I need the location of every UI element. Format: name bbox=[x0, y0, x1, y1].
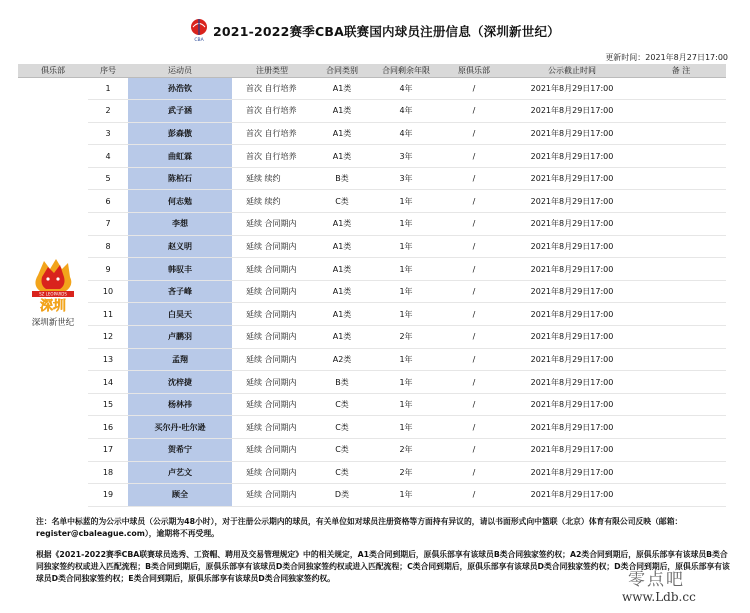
club-logo-text: 深圳 bbox=[39, 299, 67, 314]
cell-contract-class: C类 bbox=[312, 416, 372, 439]
col-header-no: 序号 bbox=[88, 64, 128, 77]
cell-orig-club: / bbox=[440, 393, 508, 416]
col-header-years-left: 合同剩余年限 bbox=[372, 64, 440, 77]
cell-orig-club: / bbox=[440, 100, 508, 123]
note-contract-rules: 根据《2021-2022赛季CBA联赛球员选秀、工资帽、聘用及交易管理规定》中的相关规定，A1类合同到期后，原俱乐部享有该球员B类合同独家签约权；A2类合同到期后，原俱乐部享有该球员B类合同独家签约权或进入匹配流程；B类合同到期后，原俱乐部享有该球员D类合同独家签约权或进入匹配流程；C类合同到期后，原俱乐部享有该球员D类合同独家签约权；D类合同到期后，原俱乐部享有该球员D类合同独家签约权；E类合同到期后，原俱乐部享有该球员D类合同独家签约权。 bbox=[36, 550, 730, 583]
cell-reg-type: 首次 自行培养 bbox=[232, 77, 312, 100]
cell-remarks bbox=[636, 213, 726, 236]
cell-remarks bbox=[636, 326, 726, 349]
table-header-row bbox=[18, 64, 726, 77]
cell-years-left: 1年 bbox=[372, 348, 440, 371]
cell-contract-class: A1类 bbox=[312, 145, 372, 168]
cell-no: 13 bbox=[88, 348, 128, 371]
cell-years-left: 3年 bbox=[372, 145, 440, 168]
cell-no: 5 bbox=[88, 167, 128, 190]
cell-years-left: 2年 bbox=[372, 461, 440, 484]
update-time: 更新时间：2021年8月27日17:00 bbox=[605, 53, 728, 62]
cell-contract-class: A1类 bbox=[312, 303, 372, 326]
cell-remarks bbox=[636, 484, 726, 507]
cell-orig-club: / bbox=[440, 235, 508, 258]
cell-contract-class: A1类 bbox=[312, 258, 372, 281]
cell-remarks bbox=[636, 416, 726, 439]
table-row bbox=[18, 100, 726, 123]
cell-player: 武子涵 bbox=[128, 100, 232, 123]
cell-reg-type: 延续 合同期内 bbox=[232, 235, 312, 258]
col-header-reg-type: 注册类型 bbox=[232, 64, 312, 77]
table-row bbox=[18, 303, 726, 326]
cell-contract-class: B类 bbox=[312, 167, 372, 190]
club-cell bbox=[18, 77, 88, 506]
cell-reg-type: 延续 合同期内 bbox=[232, 371, 312, 394]
cell-years-left: 1年 bbox=[372, 258, 440, 281]
cell-deadline: 2021年8月29日17:00 bbox=[508, 393, 636, 416]
cell-no: 3 bbox=[88, 122, 128, 145]
cell-remarks bbox=[636, 77, 726, 100]
cell-no: 2 bbox=[88, 100, 128, 123]
cell-player: 孟翔 bbox=[128, 348, 232, 371]
cell-remarks bbox=[636, 190, 726, 213]
cell-orig-club: / bbox=[440, 190, 508, 213]
cell-years-left: 1年 bbox=[372, 213, 440, 236]
cell-reg-type: 首次 自行培养 bbox=[232, 122, 312, 145]
col-header-orig-club: 原俱乐部 bbox=[440, 64, 508, 77]
cell-deadline: 2021年8月29日17:00 bbox=[508, 303, 636, 326]
shenzhen-leopards-logo-icon bbox=[26, 255, 80, 313]
cell-player: 赵义明 bbox=[128, 235, 232, 258]
table-row bbox=[18, 371, 726, 394]
cell-contract-class: C类 bbox=[312, 393, 372, 416]
cell-no: 18 bbox=[88, 461, 128, 484]
cell-deadline: 2021年8月29日17:00 bbox=[508, 348, 636, 371]
table-row bbox=[18, 235, 726, 258]
cell-reg-type: 延续 合同期内 bbox=[232, 461, 312, 484]
cell-deadline: 2021年8月29日17:00 bbox=[508, 213, 636, 236]
cell-years-left: 1年 bbox=[372, 484, 440, 507]
cell-deadline: 2021年8月29日17:00 bbox=[508, 280, 636, 303]
cell-player: 李想 bbox=[128, 213, 232, 236]
table-row bbox=[18, 77, 726, 100]
club-logo-banner: SZ LEOPARDS bbox=[39, 291, 67, 297]
cell-no: 16 bbox=[88, 416, 128, 439]
table-row bbox=[18, 145, 726, 168]
table-row bbox=[18, 461, 726, 484]
watermark-url: www.Ldb.cc bbox=[622, 590, 696, 604]
cell-deadline: 2021年8月29日17:00 bbox=[508, 235, 636, 258]
table-row bbox=[18, 258, 726, 281]
cell-player: 孙浩钦 bbox=[128, 77, 232, 100]
cell-orig-club: / bbox=[440, 303, 508, 326]
cell-remarks bbox=[636, 235, 726, 258]
cell-player: 买尔丹·吐尔逊 bbox=[128, 416, 232, 439]
cell-years-left: 1年 bbox=[372, 393, 440, 416]
cell-remarks bbox=[636, 303, 726, 326]
cell-deadline: 2021年8月29日17:00 bbox=[508, 416, 636, 439]
cell-reg-type: 首次 自行培养 bbox=[232, 145, 312, 168]
table-row bbox=[18, 393, 726, 416]
cell-contract-class: A1类 bbox=[312, 213, 372, 236]
cell-deadline: 2021年8月29日17:00 bbox=[508, 439, 636, 462]
cell-deadline: 2021年8月29日17:00 bbox=[508, 371, 636, 394]
cell-orig-club: / bbox=[440, 258, 508, 281]
cell-player: 贺希宁 bbox=[128, 439, 232, 462]
cell-no: 8 bbox=[88, 235, 128, 258]
cell-player: 白昊天 bbox=[128, 303, 232, 326]
cell-no: 19 bbox=[88, 484, 128, 507]
registration-table bbox=[18, 64, 726, 507]
cell-orig-club: / bbox=[440, 416, 508, 439]
cell-contract-class: C类 bbox=[312, 461, 372, 484]
cell-years-left: 2年 bbox=[372, 326, 440, 349]
cell-orig-club: / bbox=[440, 145, 508, 168]
cell-no: 6 bbox=[88, 190, 128, 213]
cell-player: 吝子峰 bbox=[128, 280, 232, 303]
cell-remarks bbox=[636, 439, 726, 462]
table-row bbox=[18, 122, 726, 145]
cell-deadline: 2021年8月29日17:00 bbox=[508, 484, 636, 507]
cell-reg-type: 延续 合同期内 bbox=[232, 484, 312, 507]
cell-orig-club: / bbox=[440, 461, 508, 484]
cell-contract-class: A1类 bbox=[312, 122, 372, 145]
cell-no: 7 bbox=[88, 213, 128, 236]
table-row bbox=[18, 213, 726, 236]
cba-logo-icon bbox=[189, 18, 209, 42]
cell-orig-club: / bbox=[440, 371, 508, 394]
cell-remarks bbox=[636, 371, 726, 394]
col-header-club: 俱乐部 bbox=[18, 64, 88, 77]
table-row bbox=[18, 348, 726, 371]
cell-player: 何志勉 bbox=[128, 190, 232, 213]
notes-section bbox=[18, 516, 730, 585]
cell-no: 15 bbox=[88, 393, 128, 416]
cell-reg-type: 延续 合同期内 bbox=[232, 258, 312, 281]
cell-deadline: 2021年8月29日17:00 bbox=[508, 461, 636, 484]
cell-years-left: 1年 bbox=[372, 235, 440, 258]
cell-contract-class: A2类 bbox=[312, 348, 372, 371]
cell-contract-class: A1类 bbox=[312, 280, 372, 303]
cell-years-left: 4年 bbox=[372, 122, 440, 145]
cell-orig-club: / bbox=[440, 484, 508, 507]
col-header-deadline: 公示截止时间 bbox=[508, 64, 636, 77]
cell-contract-class: A1类 bbox=[312, 326, 372, 349]
cell-contract-class: A1类 bbox=[312, 100, 372, 123]
cell-orig-club: / bbox=[440, 213, 508, 236]
cell-reg-type: 延续 合同期内 bbox=[232, 326, 312, 349]
cell-reg-type: 延续 合同期内 bbox=[232, 303, 312, 326]
cell-remarks bbox=[636, 167, 726, 190]
cell-remarks bbox=[636, 461, 726, 484]
cell-no: 17 bbox=[88, 439, 128, 462]
cell-player: 韩驭丰 bbox=[128, 258, 232, 281]
cell-contract-class: A1类 bbox=[312, 77, 372, 100]
cell-orig-club: / bbox=[440, 280, 508, 303]
document-header bbox=[0, 18, 750, 44]
cell-player: 陈柏石 bbox=[128, 167, 232, 190]
cell-no: 4 bbox=[88, 145, 128, 168]
table-row bbox=[18, 439, 726, 462]
cell-years-left: 3年 bbox=[372, 167, 440, 190]
cell-orig-club: / bbox=[440, 326, 508, 349]
cell-remarks bbox=[636, 100, 726, 123]
col-header-player: 运动员 bbox=[128, 64, 232, 77]
cell-reg-type: 延续 合同期内 bbox=[232, 416, 312, 439]
cell-player: 顾全 bbox=[128, 484, 232, 507]
cell-remarks bbox=[636, 280, 726, 303]
table-row bbox=[18, 326, 726, 349]
table-row bbox=[18, 190, 726, 213]
cell-deadline: 2021年8月29日17:00 bbox=[508, 77, 636, 100]
cell-deadline: 2021年8月29日17:00 bbox=[508, 167, 636, 190]
cell-contract-class: D类 bbox=[312, 484, 372, 507]
cell-reg-type: 延续 合同期内 bbox=[232, 280, 312, 303]
cell-no: 12 bbox=[88, 326, 128, 349]
page-title: 2021-2022赛季CBA联赛国内球员注册信息（深圳新世纪） bbox=[213, 24, 560, 39]
cell-deadline: 2021年8月29日17:00 bbox=[508, 122, 636, 145]
cell-player: 杨林祎 bbox=[128, 393, 232, 416]
cell-no: 10 bbox=[88, 280, 128, 303]
cell-years-left: 4年 bbox=[372, 77, 440, 100]
cell-contract-class: C类 bbox=[312, 190, 372, 213]
cell-no: 11 bbox=[88, 303, 128, 326]
cell-deadline: 2021年8月29日17:00 bbox=[508, 326, 636, 349]
cell-years-left: 1年 bbox=[372, 303, 440, 326]
cell-reg-type: 延续 合同期内 bbox=[232, 213, 312, 236]
col-header-contract-class: 合同类别 bbox=[312, 64, 372, 77]
cell-no: 9 bbox=[88, 258, 128, 281]
cell-reg-type: 延续 合同期内 bbox=[232, 393, 312, 416]
cell-deadline: 2021年8月29日17:00 bbox=[508, 258, 636, 281]
table-row bbox=[18, 167, 726, 190]
cell-orig-club: / bbox=[440, 122, 508, 145]
cell-years-left: 1年 bbox=[372, 190, 440, 213]
cell-player: 卢鹏羽 bbox=[128, 326, 232, 349]
cell-player: 沈梓捷 bbox=[128, 371, 232, 394]
cell-player: 彭森傲 bbox=[128, 122, 232, 145]
cell-reg-type: 延续 合同期内 bbox=[232, 439, 312, 462]
note-objection: 注：名单中标蓝的为公示中球员（公示期为48小时），对于注册公示期内的球员，有关单位如对球员注册资格等方面持有异议的，请以书面形式向中篮联（北京）体育有限公司反映（邮箱：register@cbaleague.com），逾期将不再受理。 bbox=[36, 517, 683, 538]
cell-remarks bbox=[636, 393, 726, 416]
cell-contract-class: A1类 bbox=[312, 235, 372, 258]
cell-contract-class: B类 bbox=[312, 371, 372, 394]
cell-reg-type: 延续 续约 bbox=[232, 190, 312, 213]
cell-orig-club: / bbox=[440, 348, 508, 371]
cell-years-left: 1年 bbox=[372, 416, 440, 439]
table-row bbox=[18, 280, 726, 303]
club-name: 深圳新世纪 bbox=[31, 318, 75, 329]
cell-player: 曲虹霖 bbox=[128, 145, 232, 168]
cell-contract-class: C类 bbox=[312, 439, 372, 462]
cell-orig-club: / bbox=[440, 167, 508, 190]
cell-deadline: 2021年8月29日17:00 bbox=[508, 100, 636, 123]
cell-orig-club: / bbox=[440, 439, 508, 462]
cell-reg-type: 延续 合同期内 bbox=[232, 348, 312, 371]
cell-reg-type: 延续 续约 bbox=[232, 167, 312, 190]
cell-reg-type: 首次 自行培养 bbox=[232, 100, 312, 123]
cell-no: 14 bbox=[88, 371, 128, 394]
cell-remarks bbox=[636, 145, 726, 168]
cell-years-left: 1年 bbox=[372, 371, 440, 394]
cell-remarks bbox=[636, 122, 726, 145]
cell-orig-club: / bbox=[440, 77, 508, 100]
cell-years-left: 4年 bbox=[372, 100, 440, 123]
cell-no: 1 bbox=[88, 77, 128, 100]
col-header-remarks: 备 注 bbox=[636, 64, 726, 77]
cell-years-left: 2年 bbox=[372, 439, 440, 462]
cell-remarks bbox=[636, 258, 726, 281]
cell-years-left: 1年 bbox=[372, 280, 440, 303]
cell-remarks bbox=[636, 348, 726, 371]
cell-deadline: 2021年8月29日17:00 bbox=[508, 190, 636, 213]
watermark-cn: 零点吧 bbox=[628, 570, 685, 590]
table-row bbox=[18, 484, 726, 507]
cell-deadline: 2021年8月29日17:00 bbox=[508, 145, 636, 168]
cell-player: 卢艺文 bbox=[128, 461, 232, 484]
table-row bbox=[18, 416, 726, 439]
cba-logo-text: CBA bbox=[194, 38, 204, 42]
